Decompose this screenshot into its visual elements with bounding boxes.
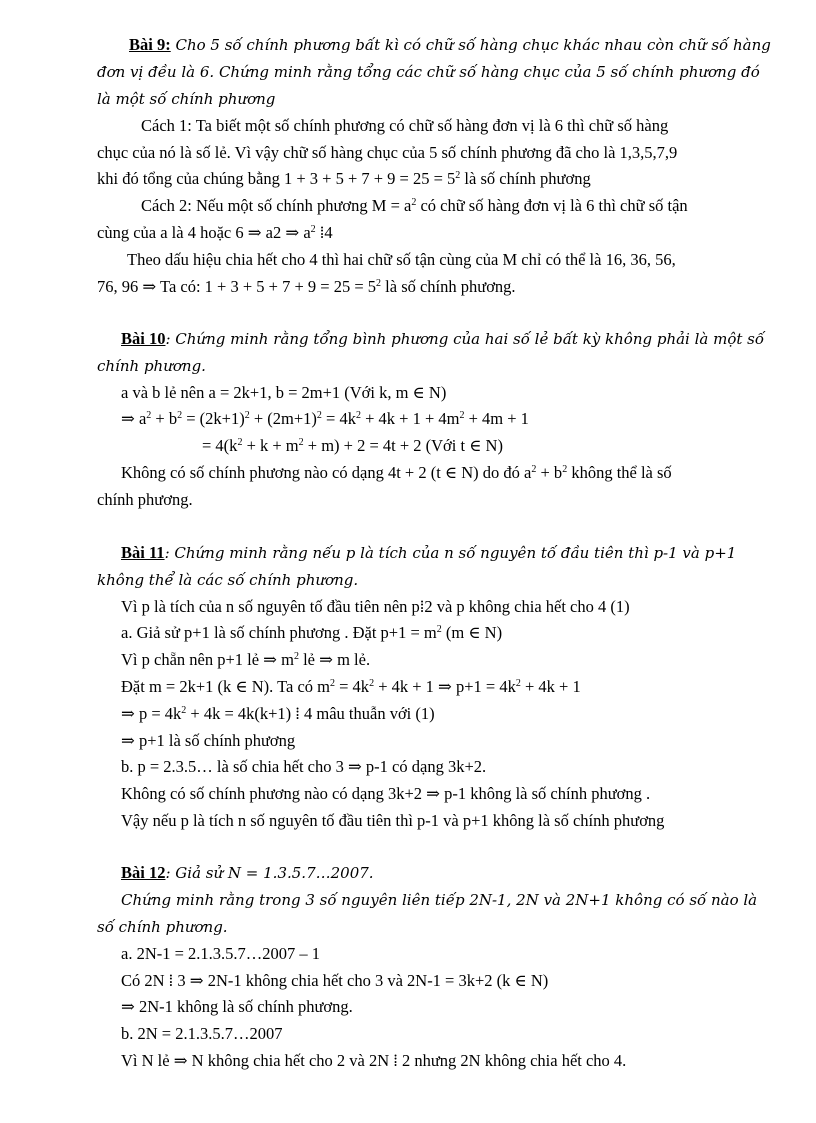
bai9-cach1-line-3: khi đó tổng của chúng bằng $1 + 3 + 5 + 7 + 9 = 25 = 5^2$ là số chính phương: [97, 169, 591, 188]
bai11-line-5: ⇒ $p = 4k^2 + 4k = 4k(k+1)$ ⁞ 4 mâu thuẫn với (1): [121, 704, 435, 723]
bai10-line-2: ⇒ $a^2 + b^2 = (2k+1)^2 + (2m+1)^2 = 4k^2 + 4k + 1 + 4m^2 + 4m + 1$: [121, 409, 529, 428]
bai11-prompt-line-1: Bài 11: Chứng minh rằng nếu p là tích của n số nguyên tố đầu tiên thì p-1 và p+1: [121, 543, 737, 562]
bai11-line-6: ⇒ p+1 là số chính phương: [121, 731, 296, 750]
bai12-prompt-line-3: số chính phương.: [97, 918, 228, 936]
bai9-cach1-line-2: chục của nó là số lẻ. Vì vậy chữ số hàng chục của 5 số chính phương đã cho là 1,3,5,7,9: [97, 143, 678, 162]
bai10-title: Bài 10: [121, 329, 166, 348]
bai10-line-1: a và b lẻ nên a = 2k+1, b = 2m+1 (Với k, m ∈ N): [121, 383, 447, 402]
bai9-prompt-line-1: Bài 9: Cho 5 số chính phương bất kì có chữ số hàng chục khác nhau còn chữ số hàng: [129, 35, 771, 54]
bai10-prompt-line-1: Bài 10: Chứng minh rằng tổng bình phương của hai số lẻ bất kỳ không phải là một số: [121, 329, 765, 348]
bai11-title: Bài 11: [121, 543, 165, 562]
bai12-line-4: b. 2N = 2.1.3.5.7…2007: [121, 1024, 283, 1043]
bai11-line-3: Vì p chẵn nên p+1 lẻ ⇒ $m^2$ lẻ ⇒ m lẻ.: [121, 650, 371, 669]
bai11-line-7: b. p = 2.3.5… là số chia hết cho 3 ⇒ p-1 có dạng 3k+2.: [121, 757, 487, 776]
bai9-cach1-line-1: Cách 1: Ta biết một số chính phương có chữ số hàng đơn vị là 6 thì chữ số hàng: [141, 116, 669, 135]
bai10-line-3: = $4(k^2 + k + m^2 + m) + 2 = 4t + 2$ (Với t ∈ N): [202, 436, 503, 455]
bai11-line-4: Đặt m = 2k+1 (k ∈ N). Ta có $m^2 = 4k^2 + 4k + 1$ ⇒ $p+1 = 4k^2 + 4k + 1$: [121, 677, 581, 696]
bai9-cach2-line-2: cùng của a là 4 hoặc 6 ⇒ a2 ⇒ $a^2$ ⁞4: [97, 223, 333, 242]
bai9-title: Bài 9:: [129, 35, 171, 54]
bai11-line-1: Vì p là tích của n số nguyên tố đầu tiên nên p⁞2 và p không chia hết cho 4 (1): [121, 597, 630, 616]
bai12-line-1: a. 2N-1 = 2.1.3.5.7…2007 – 1: [121, 944, 321, 963]
bai12-prompt-line-2: Chứng minh rằng trong 3 số nguyên liên tiếp 2N-1, 2N và 2N+1 không có số nào là: [121, 891, 758, 909]
bai10-prompt-line-2: chính phương.: [97, 357, 206, 375]
bai12-line-2: Có 2N ⁞ 3 ⇒ 2N-1 không chia hết cho 3 và 2N-1 = 3k+2 (k ∈ N): [121, 971, 549, 990]
bai12-line-5: Vì N lẻ ⇒ N không chia hết cho 2 và 2N ⁞ 2 nhưng 2N không chia hết cho 4.: [121, 1051, 627, 1070]
bai10-line-4: Không có số chính phương nào có dạng 4t + 2 (t ∈ N) do đó $a^2 + b^2$ không thể là số: [121, 463, 672, 482]
bai10-line-5: chính phương.: [97, 490, 193, 509]
bai11-line-8: Không có số chính phương nào có dạng 3k+2 ⇒ p-1 không là số chính phương .: [121, 784, 651, 803]
bai11-prompt-line-2: không thể là các số chính phương.: [97, 571, 359, 589]
bai12-line-3: ⇒ 2N-1 không là số chính phương.: [121, 997, 353, 1016]
bai9-cach2-line-4: 76, 96 ⇒ Ta có: $1 + 3 + 5 + 7 + 9 = 25 = 5^2$ là số chính phương.: [97, 277, 516, 296]
bai9-cach2-line-1: Cách 2: Nếu một số chính phương $M = a^2$ có chữ số hàng đơn vị là 6 thì chữ số tận: [141, 196, 688, 215]
bai9-prompt-line-3: là một số chính phương: [97, 90, 276, 108]
bai9-prompt-line-2: đơn vị đều là 6. Chứng minh rằng tổng các chữ số hàng chục của 5 số chính phương đó: [97, 63, 760, 81]
bai9-cach2-line-3: Theo dấu hiệu chia hết cho 4 thì hai chữ số tận cùng của M chỉ có thể là 16, 36, 56,: [127, 250, 676, 269]
bai12-title: Bài 12: [121, 863, 166, 882]
bai11-line-2: a. Giả sử p+1 là số chính phương . Đặt $p+1 = m^2$ (m ∈ N): [121, 623, 503, 642]
bai12-prompt-line-1: Bài 12: Giả sử N = 1.3.5.7…2007.: [121, 863, 374, 882]
bai11-line-9: Vậy nếu p là tích n số nguyên tố đầu tiên thì p-1 và p+1 không là số chính phương: [121, 811, 665, 830]
